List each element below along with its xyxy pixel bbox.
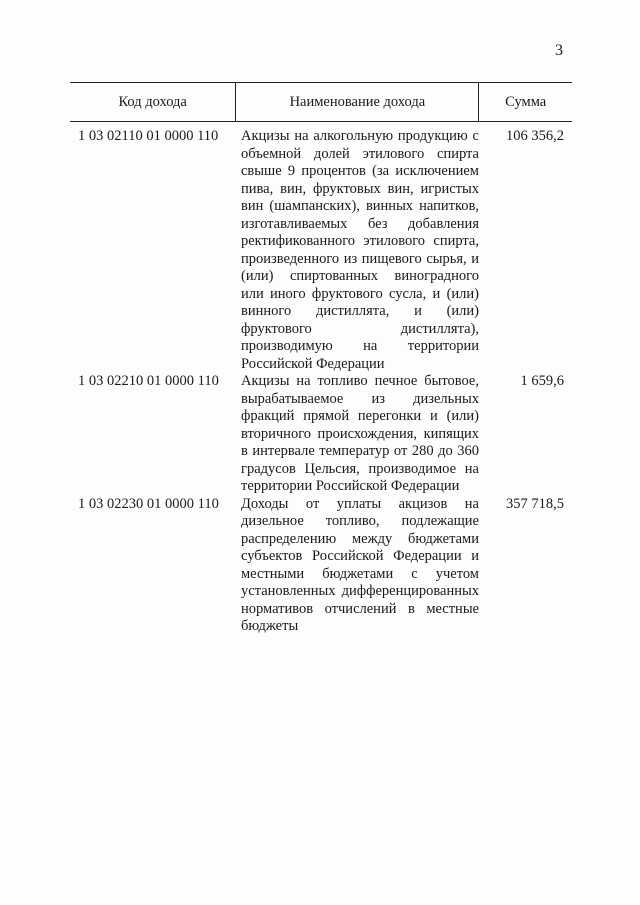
- income-sum: 357 718,5: [506, 495, 564, 512]
- income-sum: 106 356,2: [506, 128, 564, 144]
- header-sum: Сумма: [505, 93, 547, 110]
- income-code: 1 03 02230 01 0000 110: [78, 495, 219, 512]
- table-row: [70, 373, 572, 496]
- income-sum: 1 659,6: [520, 373, 564, 389]
- income-code: 1 03 02110 01 0000 110: [78, 128, 219, 144]
- header-code: Код дохода: [70, 83, 236, 121]
- table-row: [70, 128, 572, 373]
- table-body: [70, 122, 572, 636]
- income-table: [70, 82, 572, 636]
- income-name: Доходы от уплаты акцизов на дизельное топливо, подлежащие распределению между бюджетами субъектов Российской Федерации и местными бюджетами с учетом установленных дифференцированных нормативов отчислений в местные бюджеты: [241, 495, 479, 634]
- income-name: Акцизы на алкогольную продукцию с объемной долей этилового спирта свыше 9 процентов (за исключением пива, вин, фруктовых вин, игристых вин (шампанских), винных напитков, изготавливаемых без добавления ректификованного этилового спирта, произведенного из пищевого сырья, и (или) спиртованных виноградного или иного фруктового сусла, и (или) винного дистиллята, и (или) фруктового дистиллята), производимую на территории Российской Федерации: [241, 128, 479, 372]
- income-code: 1 03 02210 01 0000 110: [78, 373, 219, 389]
- table-row: [70, 496, 572, 636]
- header-name: Наименование дохода: [236, 83, 479, 121]
- income-name: Акцизы на топливо печное бытовое, вырабатываемое из дизельных фракций прямой перегонки и (или) вторичного происхождения, кипящих в интервале температур от 280 до 360 градусов Цельсия, производимое на территории Российской Федерации: [241, 373, 479, 494]
- page-number: 3: [555, 42, 563, 59]
- table-header: [70, 82, 572, 122]
